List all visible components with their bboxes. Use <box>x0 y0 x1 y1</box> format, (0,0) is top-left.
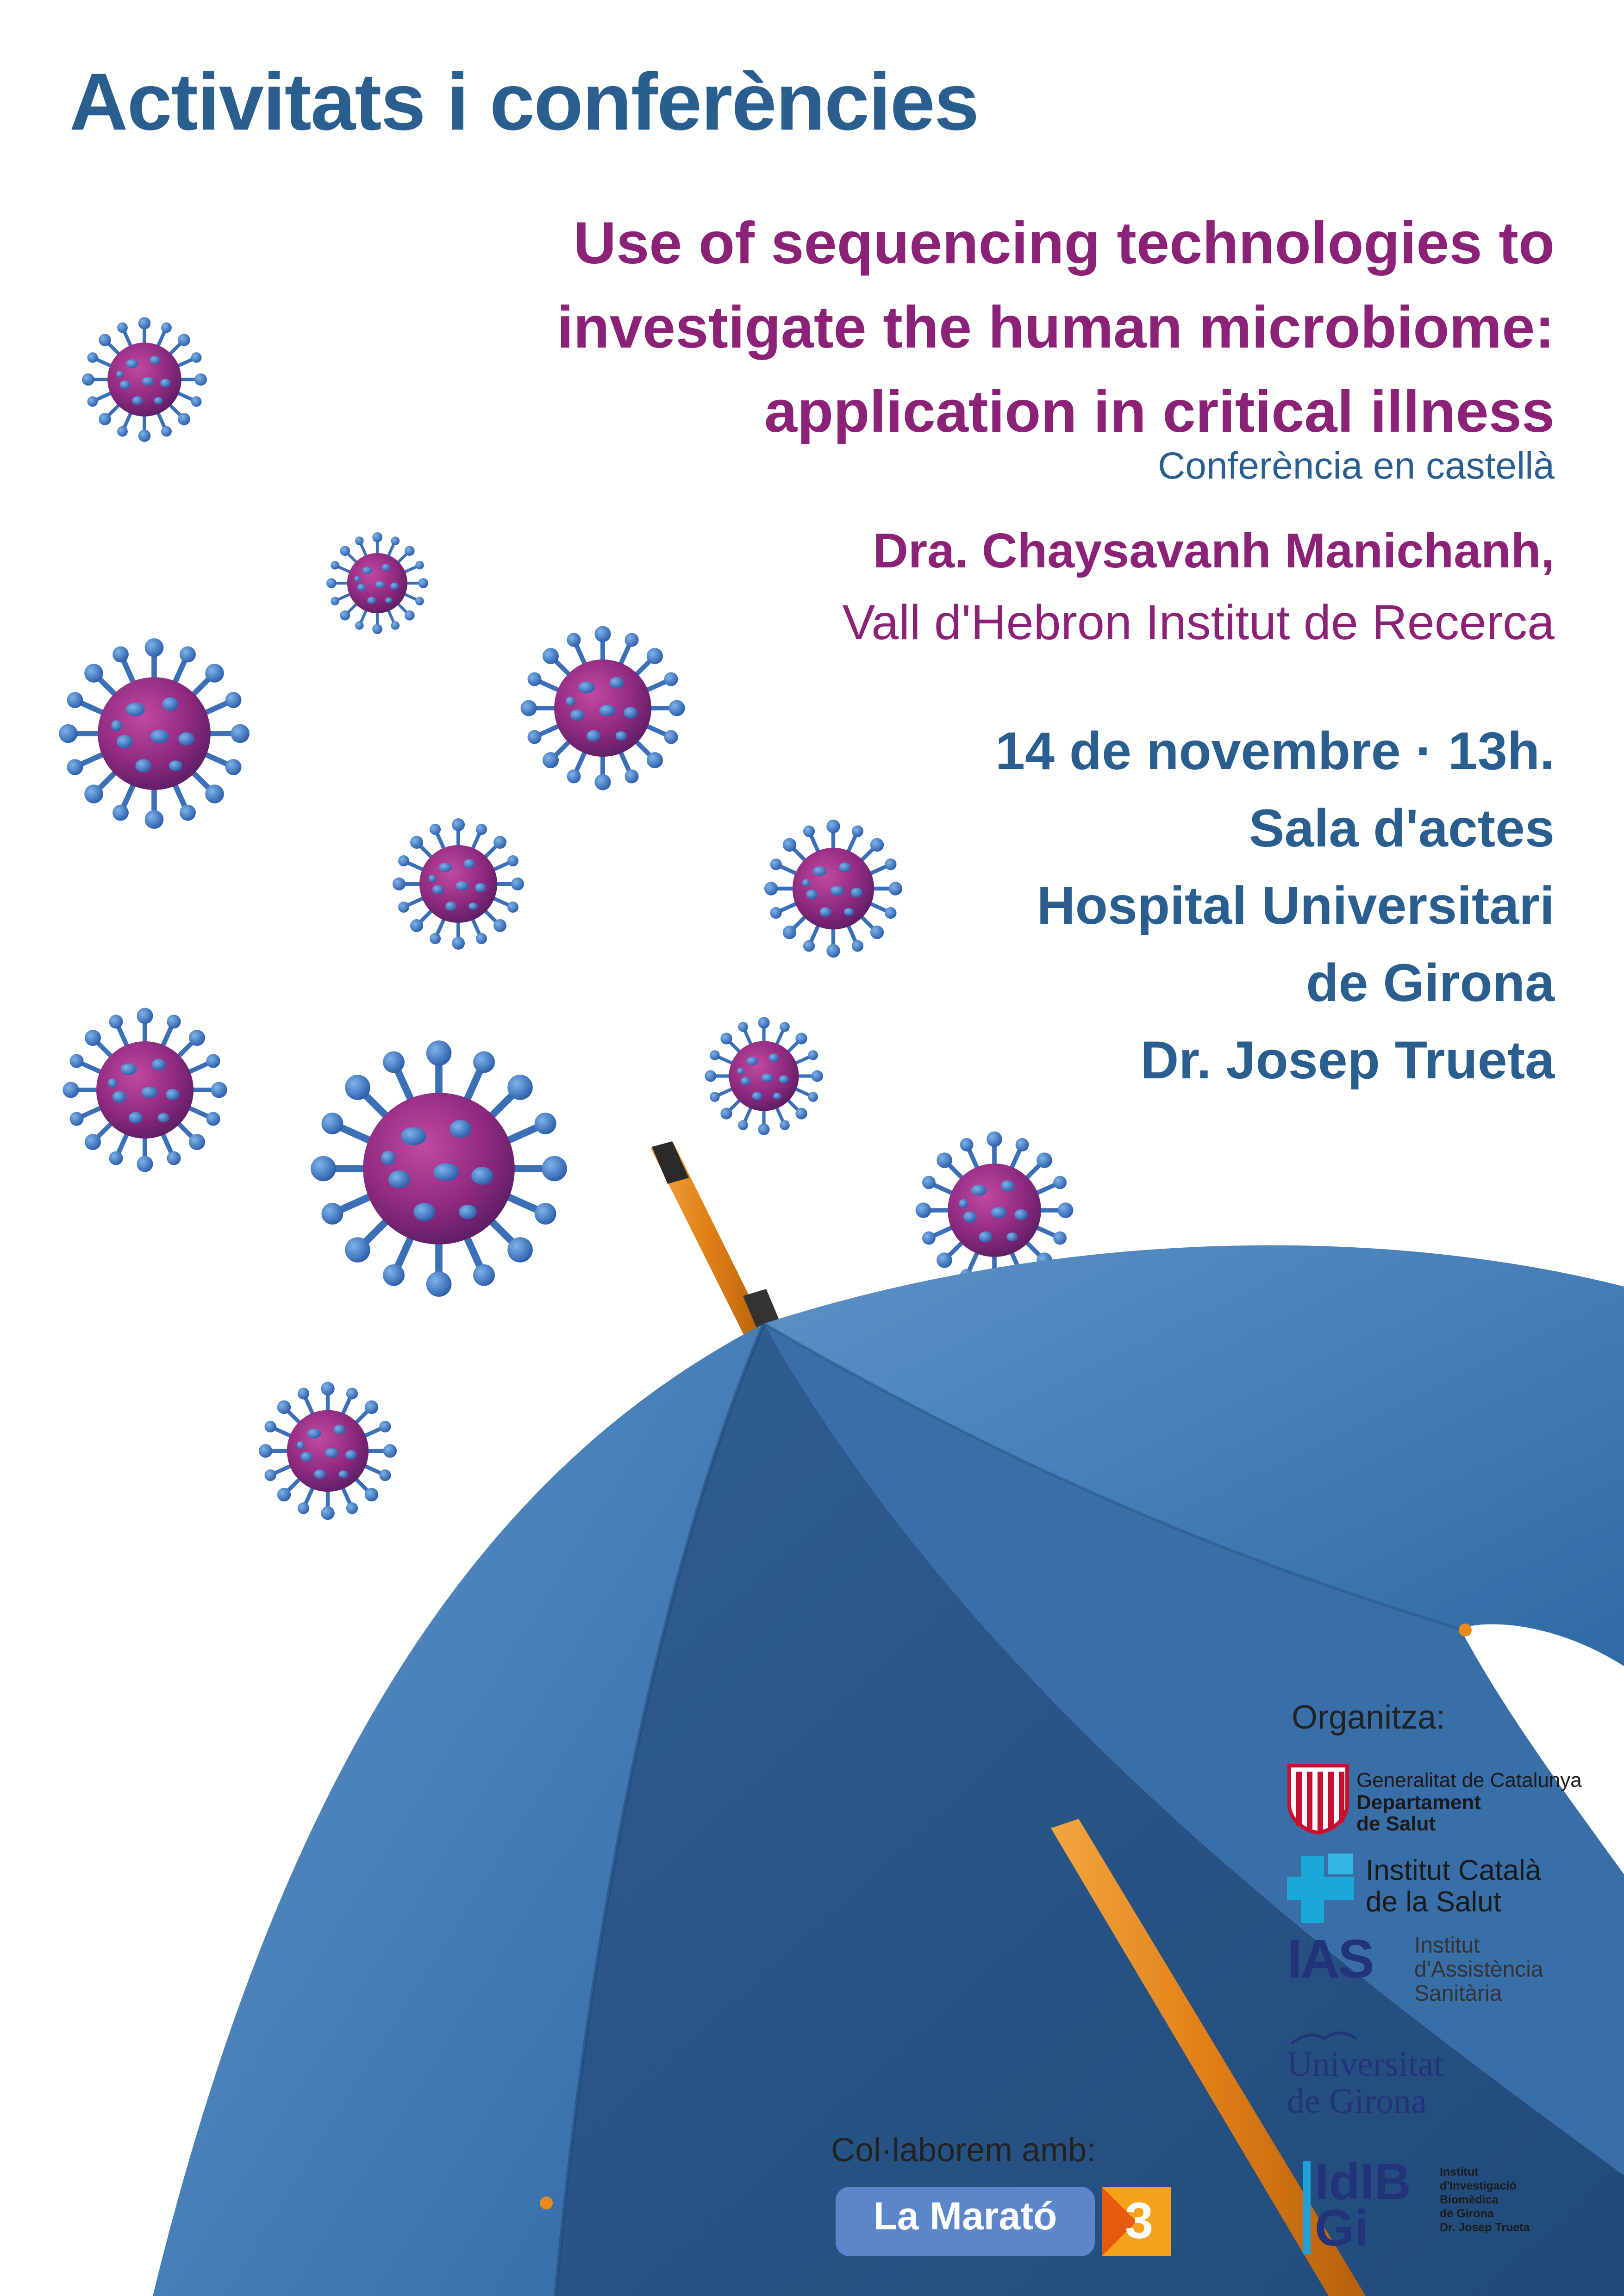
ias-name-line: d'Assistència <box>1414 1957 1543 1982</box>
ias-name <box>1414 1934 1543 2006</box>
speaker-name: Dra. Chaysavanh Manichanh, <box>873 523 1555 578</box>
generalitat-logo-icon <box>1289 1766 1347 1833</box>
talk-title-line: investigate the human microbiome: <box>556 294 1555 361</box>
event-date-time: 14 de novembre · 13h. <box>995 722 1555 781</box>
ics-name <box>1366 1855 1541 1918</box>
idibgi-logo-icon <box>1303 2161 1311 2254</box>
ias-name-line: Institut <box>1414 1933 1480 1958</box>
talk-title-line: application in critical illness <box>764 379 1555 445</box>
ics-name-line: de la Salut <box>1366 1886 1501 1918</box>
collaborators-label: Col·laborem amb: <box>831 2132 1096 2169</box>
ics-name-line: Institut Català <box>1366 1854 1542 1886</box>
event-room: Sala d'actes <box>1249 799 1555 858</box>
tv3-channel-number: 3 <box>1125 2192 1154 2249</box>
idibgi-name-line: Institut <box>1440 2165 1479 2178</box>
idibgi-name-line: Biomèdica <box>1440 2193 1499 2206</box>
udg-name <box>1287 2046 1443 2120</box>
ias-name-line: Sanitària <box>1414 1981 1502 2006</box>
talk-language: Conferència en castellà <box>1158 445 1555 487</box>
ias-logo-mark: IAS <box>1287 1929 1373 1990</box>
event-details <box>721 713 1555 1099</box>
event-venue-line: Hospital Universitari <box>1037 876 1555 935</box>
idibgi-name-line: de Girona <box>1440 2207 1494 2220</box>
event-venue-line: Dr. Josep Trueta <box>1140 1031 1555 1090</box>
organizers-label: Organitza: <box>1292 1699 1446 1736</box>
udg-name-line: Universitat <box>1287 2045 1443 2084</box>
idibgi-name-line: d'Investigació <box>1440 2179 1517 2192</box>
speaker-institution: Vall d'Hebron Institut de Recerca <box>842 595 1555 650</box>
event-venue-line: de Girona <box>1306 953 1555 1013</box>
generalitat-name: Generalitat de Catalunya <box>1356 1769 1582 1792</box>
marato-name: La Marató <box>873 2194 1057 2238</box>
generalitat-department <box>1356 1792 1481 1835</box>
idibgi-name-line: Dr. Josep Trueta <box>1440 2221 1530 2234</box>
idibgi-mark-line: Gi <box>1315 2200 1369 2257</box>
talk-title-line: Use of sequencing technologies to <box>573 210 1555 276</box>
idibgi-name <box>1440 2165 1530 2234</box>
generalitat-department-line: de Salut <box>1356 1812 1436 1835</box>
talk-title <box>397 201 1555 454</box>
idibgi-logo-mark <box>1315 2153 1411 2257</box>
series-title: Activitats i conferències <box>69 57 979 147</box>
udg-name-line: de Girona <box>1287 2082 1427 2121</box>
generalitat-department-line: Departament <box>1356 1791 1481 1814</box>
idibgi-mark-line: IdIB <box>1315 2153 1411 2210</box>
